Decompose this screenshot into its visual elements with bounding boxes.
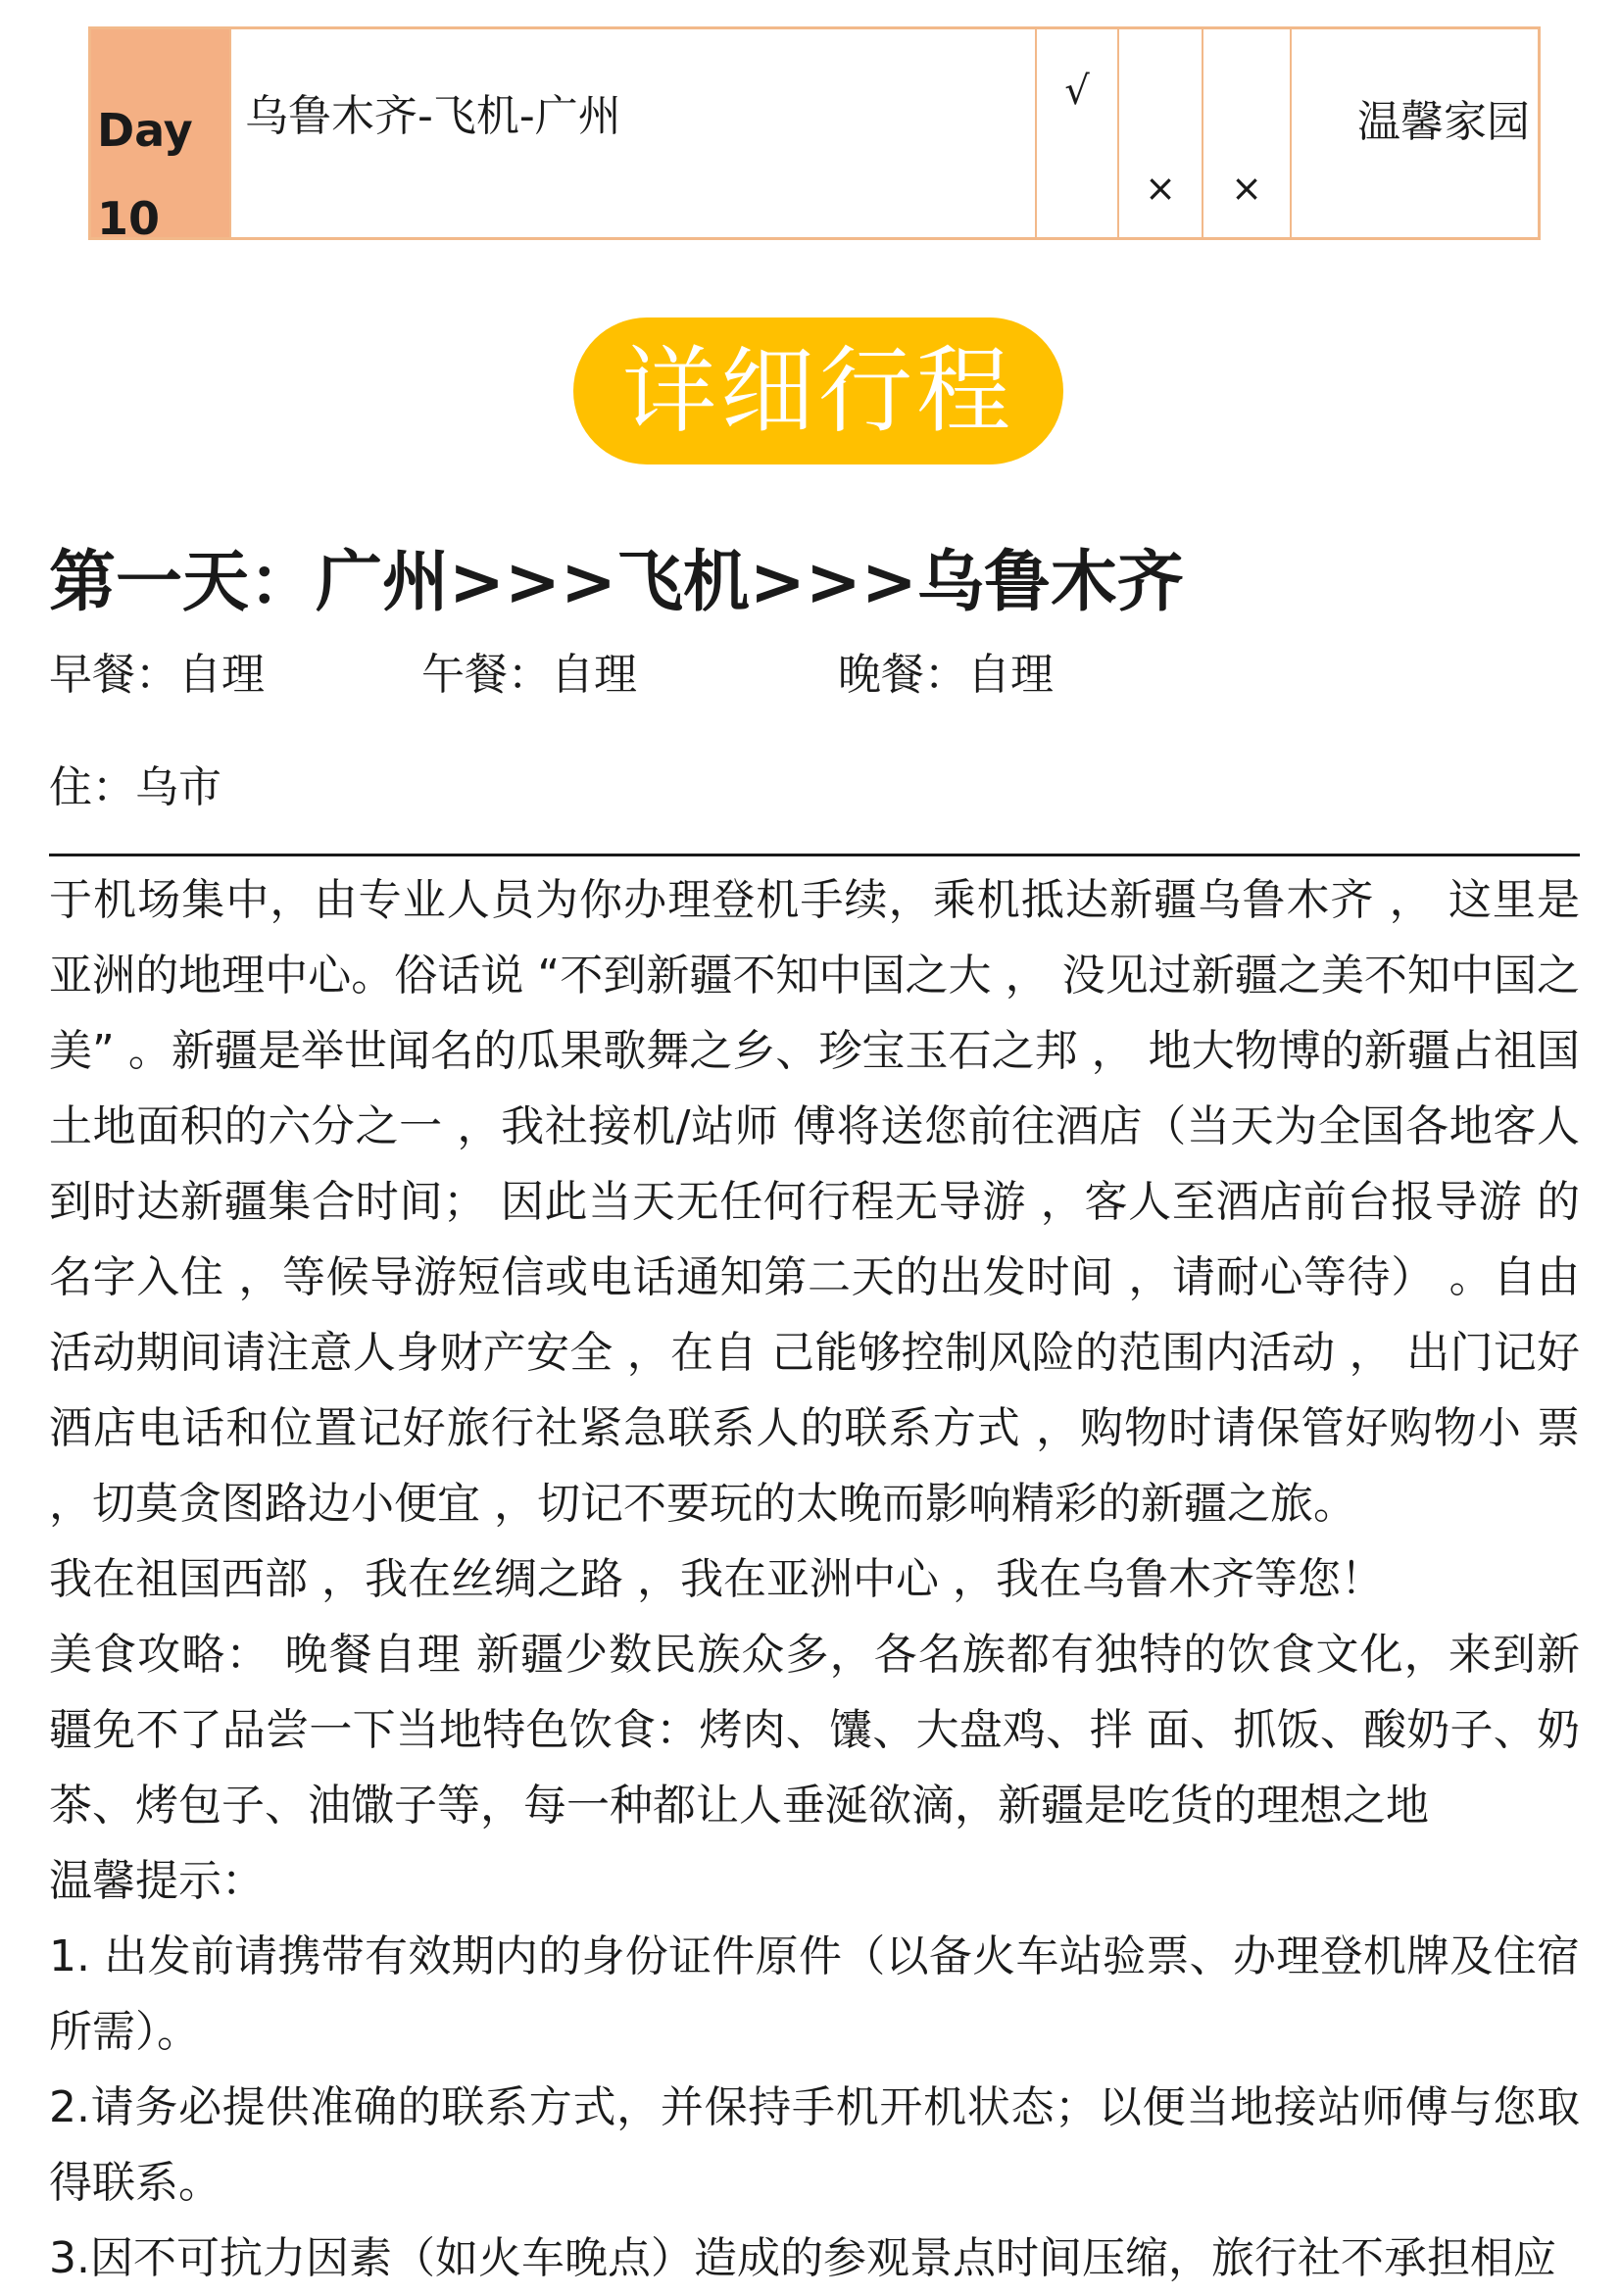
dinner-cell xyxy=(1203,29,1292,237)
paragraph-slogan: 我在祖国西部 ，我在丝绸之路 ，我在亚洲中心 ，我在乌鲁木齐等您！ xyxy=(49,1554,1384,1604)
tip-item-3: 3.因不可抗力因素（如火车晚点）造成的参观景点时间压缩，旅行社不承担相应 xyxy=(49,2233,1556,2283)
tip-item-2: 2.请务必提供准确的联系方式，并保持手机开机状态；以便当地接站师傅与您取得联系。 xyxy=(49,2082,1580,2208)
day-label: Day 10 xyxy=(97,104,193,245)
route-text: 乌鲁木齐-飞机-广州 xyxy=(245,91,621,141)
lunch-info: 午餐：自理 xyxy=(421,650,637,700)
dinner-info: 晚餐：自理 xyxy=(838,650,1054,700)
dinner-cross-mark: × xyxy=(1231,167,1262,210)
itinerary-table-row xyxy=(88,26,1541,245)
paragraph-food: 美食攻略： 晚餐自理 新疆少数民族众多，各名族都有独特的饮食文化，来到新疆免不了品尝一下当地特色饮食：烤肉、馕、大盘鸡、拌 面、抓饭、酸奶子、奶茶、烤包子、油馓子等，每一种都让人垂涎欲滴，新疆是吃货的理想之地 xyxy=(49,1630,1580,1831)
breakfast-check-mark: √ xyxy=(1064,69,1090,114)
lunch-cell xyxy=(1119,29,1203,237)
divider xyxy=(49,854,1580,856)
breakfast-cell xyxy=(1037,29,1119,237)
lunch-cross-mark: × xyxy=(1145,167,1176,210)
day-heading: 第一天：广州>>>飞机>>>乌鲁木齐 xyxy=(49,544,1184,621)
paragraph-tips-title: 温馨提示： xyxy=(49,1856,265,1906)
section-badge: 详细行程 xyxy=(573,318,1063,464)
accommodation-info: 住：乌市 xyxy=(49,762,221,812)
paragraph-intro: 于机场集中，由专业人员为你办理登机手续，乘机抵达新疆乌鲁木齐 ， 这里是亚洲的地理中心。俗话说 “不到新疆不知中国之大 ， 没见过新疆之美不知中国之 美” 。新疆是举世闻名的瓜果歌舞之乡、珍宝玉石之邦 ， 地大物博的新疆占祖国土地面积的六分之一 ，我社接机/站师 傅将送您前往酒店（当天为全国各地客人到时达新疆集合时间； 因此当天无任何行程无导游 ，客人至酒店前台报导游 的名字入住 ，等候导游短信或电话通知第二天的出发时间 ，请耐心等待） 。自由活动期间请注意人身财产安全 ，在自 己能够控制风险的范围内活动 ， 出门记好酒店电话和位置记好旅行社紧急联系人的联系方式 ，购物时请保管好购物小 票 ，切莫贪图路边小便宜 ，切记不要玩的太晚而影响精彩的新疆之旅。 xyxy=(49,875,1580,1529)
route-cell xyxy=(231,29,1037,237)
hotel-cell xyxy=(1292,29,1538,237)
itinerary-body xyxy=(49,862,1580,2296)
day-cell xyxy=(91,29,231,245)
breakfast-info: 早餐：自理 xyxy=(49,650,265,700)
tip-item-1: 1. 出发前请携带有效期内的身份证件原件（以备火车站验票、办理登机牌及住宿所需）。 xyxy=(49,1931,1580,2057)
hotel-name: 温馨家园 xyxy=(1357,97,1530,147)
